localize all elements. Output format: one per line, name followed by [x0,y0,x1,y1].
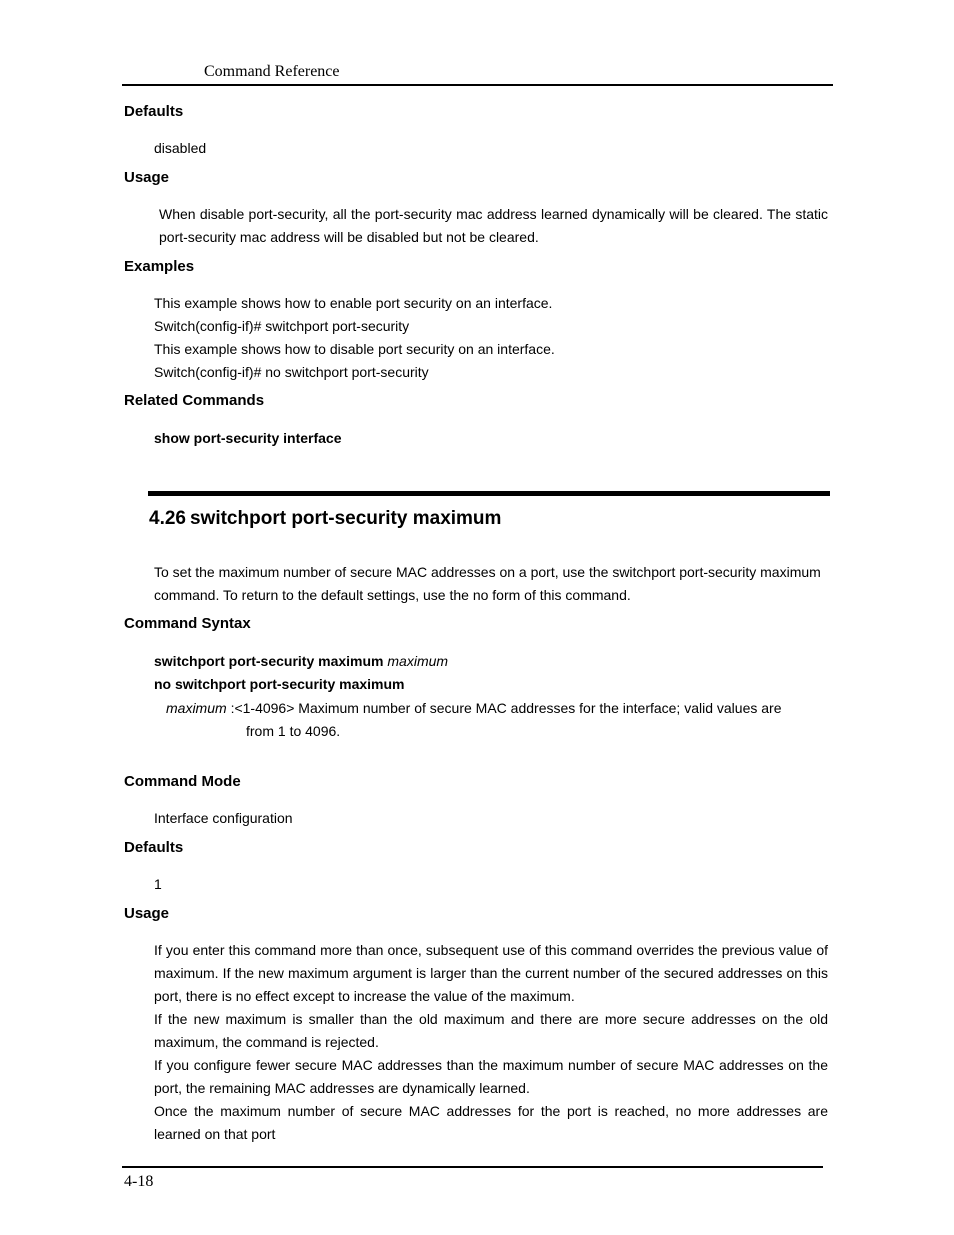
usage-paragraph: If you configure fewer secure MAC addresses than the maximum number of secure MAC addresses on the port, the remaining MAC addresses are dynamically learned. [154,1057,828,1096]
example-line: Switch(config-if)# switchport port-security [154,318,410,334]
syntax-line [154,650,448,673]
syntax-argument: maximum [387,653,449,669]
running-header: Command Reference [204,63,340,80]
section-number: 4.26 [149,508,186,529]
footer-rule [122,1166,823,1168]
syntax-block [154,650,448,696]
example-line: This example shows how to disable port security on an interface. [154,341,555,357]
header-rule [122,84,833,86]
command-syntax-heading: Command Syntax [124,615,251,632]
defaults-heading: Defaults [124,103,184,120]
param-desc-cont: from 1 to 4096. [246,723,341,739]
section-rule [148,491,830,496]
section-defaults-heading: Defaults [124,839,184,856]
section-title-text: switchport port-security maximum [189,508,502,529]
related-commands-heading: Related Commands [124,392,265,409]
param-name: maximum [166,700,227,716]
examples-heading: Examples [124,258,195,275]
command-mode-heading: Command Mode [124,773,241,790]
example-line: Switch(config-if)# no switchport port-security [154,364,429,380]
examples-block [154,292,555,384]
page-number: 4-18 [124,1173,154,1190]
related-command: show port-security interface [154,430,342,446]
section-intro: To set the maximum number of secure MAC addresses on a port, use the switchport port-security maximum command. To return to the default settings, use the no form of this command. [154,564,821,603]
command-mode-value: Interface configuration [154,810,293,826]
parameter-description [166,697,816,743]
usage-paragraph: If the new maximum is smaller than the old maximum and there are more secure addresses on the old maximum, the command is rejected. [154,1011,828,1050]
section-usage-block [154,939,828,1146]
section-defaults-value: 1 [154,876,162,892]
usage-paragraph: Once the maximum number of secure MAC addresses for the port is reached, no more addresses are learned on that port [154,1103,828,1142]
syntax-command: switchport port-security maximum [154,653,384,669]
syntax-no-command: no switchport port-security maximum [154,676,405,692]
usage-text: When disable port-security, all the port-security mac address learned dynamically will be cleared. The static port-security mac address will be disabled but not be cleared. [159,206,828,245]
usage-paragraph: If you enter this command more than once, subsequent use of this command overrides the previous value of maximum. If the new maximum argument is larger than the current number of the secured addresses on this port, there is no effect except to increase the value of the maximum. [154,942,828,1004]
section-usage-heading: Usage [124,905,170,922]
example-line: This example shows how to enable port security on an interface. [154,295,553,311]
section-title [149,508,501,530]
param-desc: :<1-4096> Maximum number of secure MAC addresses for the interface; valid values are [230,700,782,716]
usage-heading: Usage [124,169,170,186]
defaults-value: disabled [154,140,207,156]
